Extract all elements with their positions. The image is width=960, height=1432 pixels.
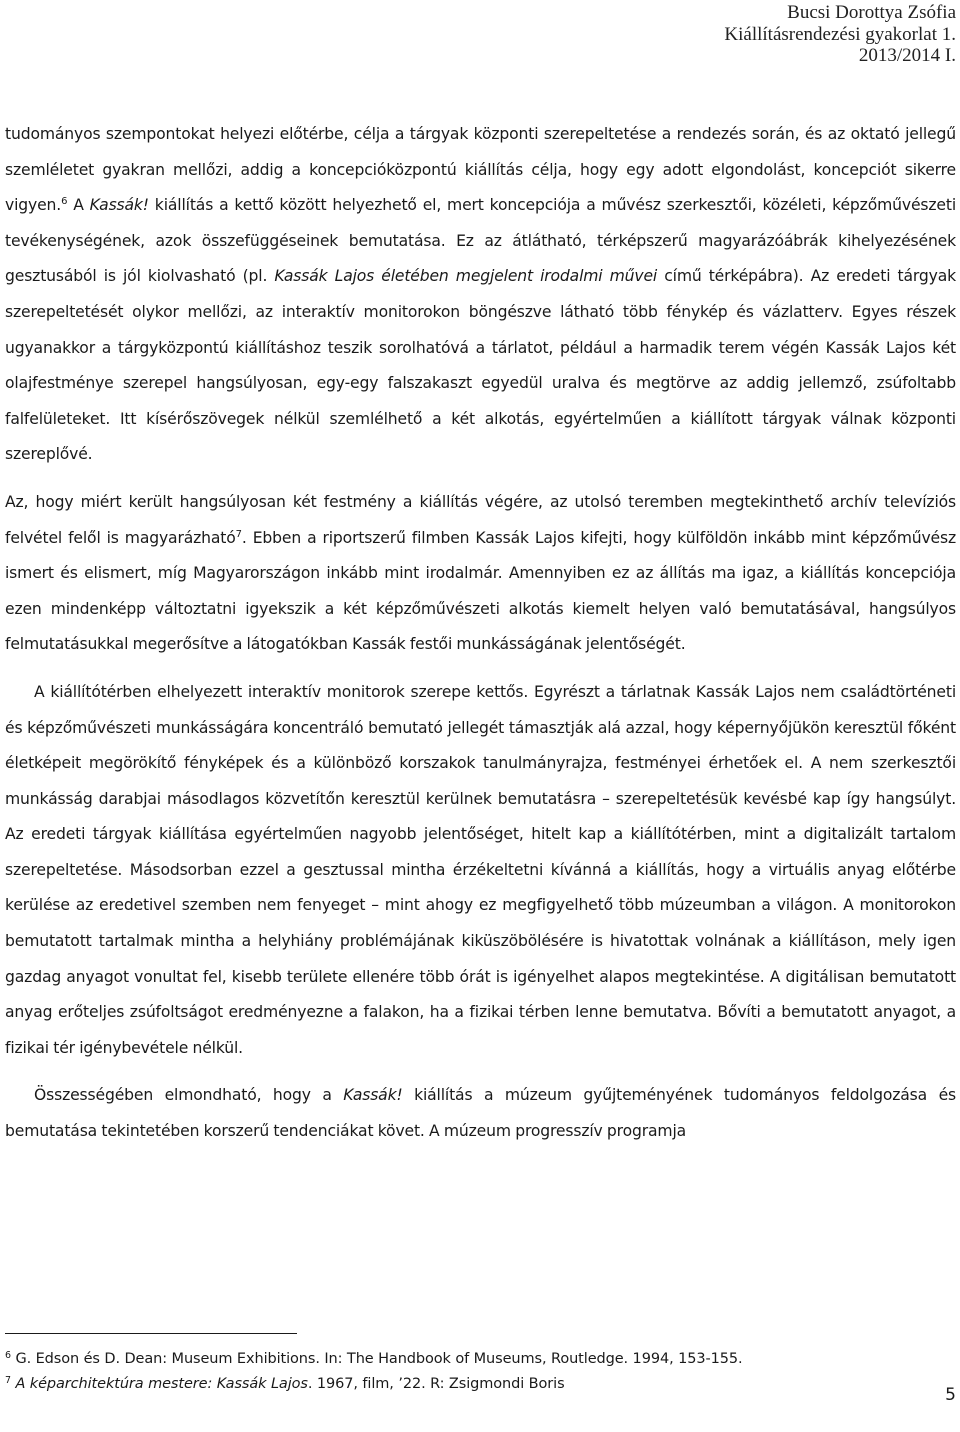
page-header: [724, 2, 956, 67]
text-run: kiállítás a kettő között helyezhető el, mert koncepciója a művész szerkesztői, közéleti, képzőművészeti tevékenységének, azok összefüggéseinek bemutatása. Ez az átlátható, térképszerű magyarázóábrák kihelyezésének gesztusából is jól kiolvasható (pl.: [5, 196, 956, 286]
paragraph: [5, 117, 956, 473]
header-term: 2013/2014 I.: [858, 45, 956, 66]
footnote-separator: [5, 1333, 297, 1334]
italic-text: Kassák Lajos életében megjelent irodalmi művei: [274, 267, 658, 286]
footnote: [5, 1372, 956, 1397]
italic-text: Kassák!: [343, 1086, 403, 1105]
text-run: című térképábra). Az eredeti tárgyak szerepeltetését olykor mellőzi, az interaktív monitorokon böngészve látható több fénykép és vázlatterv. Egyes részek ugyanakkor a tárgyközpontú kiállításhoz teszik sorolhatóvá a tárlatot, például a harmadik terem végén Kassák Lajos két olajfestménye szerepel hangsúlyosan, egy-egy falszakaszt egyedül uralva és megtörve az addig jellemző, zsúfoltabb falfelületeket. Itt kísérőszövegek nélkül szemlélhető a két alkotás, egyértelműen a kiállított tárgyak válnak központi szereplővé.: [5, 267, 956, 464]
text-run: Összességében elmondható, hogy a: [34, 1086, 344, 1105]
italic-text: A képarchitektúra mestere: Kassák Lajos: [15, 1376, 308, 1392]
text-run: tudományos szempontokat helyezi előtérbe, célja a tárgyak központi szerepeltetése a rendezés során, és az oktató jellegű szemléletet gyakran mellőzi, addig a koncepcióközpontú kiállítás célja, hogy egy adott elgondolást, koncepciót sikerre vigyen.: [5, 125, 956, 215]
footnote: [5, 1347, 956, 1372]
paragraph: [5, 1078, 956, 1149]
text-run: kiállítás a múzeum gyűjteményének tudományos feldolgozása és bemutatása tekintetében korszerű tendenciákat követ. A múzeum progresszív programja: [5, 1086, 956, 1141]
body-text: [5, 117, 956, 1150]
text-run: G. Edson és D. Dean: Museum Exhibitions. In: The Handbook of Museums, Routledge. 1994, 153-155.: [10, 1351, 743, 1367]
text-run: . Ebben a riportszerű filmben Kassák Lajos kifejti, hogy külföldön inkább mint képzőművész ismert és elismert, míg Magyarországon inkább mint irodalmár. Amennyiben ez az állítás ma igaz, a kiállítás koncepciója ezen mindenképp változtatni igyekszik a két képzőművészeti alkotás kiemelt helyen való bemutatásával, hangsúlyos felmutatásukkal megerősítve a látogatókban Kassák festői munkásságának jelentőségét.: [5, 528, 956, 654]
footnote-ref: 7: [235, 528, 242, 540]
footnotes: [5, 1347, 956, 1397]
text-run: . 1967, film, ’22. R: Zsigmondi Boris: [307, 1376, 565, 1392]
page-number: 5: [945, 1385, 956, 1405]
text-run: A: [67, 196, 90, 215]
text-run: Az, hogy miért került hangsúlyosan két festmény a kiállítás végére, az utolsó teremben megtekinthető archív televíziós felvétel felől is magyarázható: [5, 492, 956, 547]
text-run: A kiállítótérben elhelyezett interaktív monitorok szerepe kettős. Egyrészt a tárlatnak Kassák Lajos nem családtörténeti és képzőművészeti munkásságára koncentráló bemutató jellegét támasztják alá azzal, hogy képernyőjükön keresztül főként életképeit megörökítő fényképek és a különböző korszakok tanulmányrajza, festményei érhetőek el. A nem szerkesztői munkásság darabjai másodlagos közvetítőn keresztül kerülnek bemutatásra – szerepeltetésük kevésbé kap így hangsúlyt. Az eredeti tárgyak kiállítása egyértelműen nagyobb jelentőséget, hitelt kap a kiállítótérben, mint a digitalizált tartalom szerepeltetése. Másodsorban ezzel a gesztussal mintha érzékeltetni kívánná a kiállítás, hogy a virtuális anyag előtérbe kerülése az eredetivel szemben nem fenyeget – mint ahogy ez megfigyelhető több múzeumban a világon. A monitorokon bemutatott tartalmak mintha a helyhiány problémájának kiküszöbölésére is hivatottak volnának a kiállításon, mely igen gazdag anyagot vonultat fel, kisebb területe ellenére több órát is igényelhet alapos megtekintése. A digitálisan bemutatott anyag erőteljes zsúfoltságot eredményezne a falakon, ha a fizikai térben lenne bemutatva. Bővíti a bemutatott anyagot, a fizikai tér igénybevétele nélkül.: [5, 682, 956, 1057]
header-course: Kiállításrendezési gyakorlat 1.: [724, 23, 956, 45]
paragraph: [5, 485, 956, 663]
italic-text: Kassák!: [89, 196, 149, 215]
footnote-ref: 7: [5, 1375, 11, 1386]
header-author: Bucsi Dorottya Zsófia: [787, 2, 956, 23]
paragraph: [5, 675, 956, 1067]
footnote-ref: 6: [61, 196, 68, 208]
footnote-ref: 6: [5, 1350, 11, 1361]
